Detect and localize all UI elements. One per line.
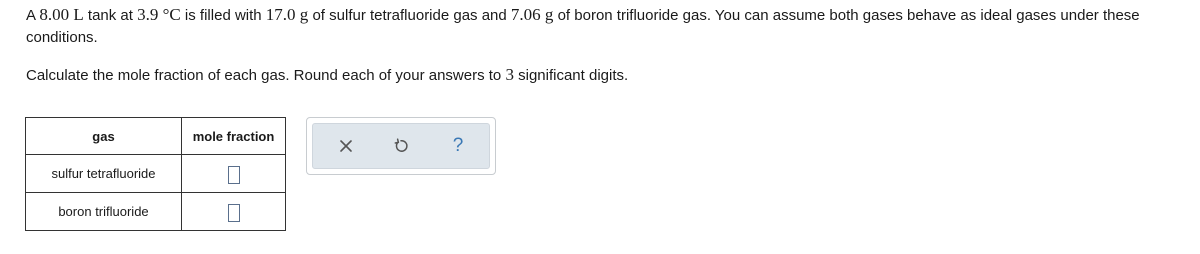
mole-fraction-input-sulfur-tetrafluoride[interactable] bbox=[228, 166, 240, 184]
question-text-part: significant digits. bbox=[513, 67, 629, 84]
mass-boron-trifluoride: 7.06 g bbox=[510, 5, 554, 24]
mass-sulfur-tetrafluoride: 17.0 g bbox=[265, 5, 309, 24]
problem-text-part: of sulfur tetrafluoride gas and bbox=[308, 7, 511, 24]
toolbar-panel bbox=[312, 123, 490, 169]
clear-button[interactable] bbox=[335, 135, 357, 157]
table-row bbox=[26, 155, 286, 193]
gas-name-boron-trifluoride: boron trifluoride bbox=[26, 193, 182, 231]
undo-icon bbox=[393, 138, 409, 154]
question-text bbox=[26, 64, 1186, 87]
question-mark-icon: ? bbox=[452, 135, 464, 156]
mole-fraction-cell bbox=[182, 155, 286, 193]
problem-statement bbox=[26, 4, 1186, 87]
question-text-part: Calculate the mole fraction of each gas. Round each of your answers to bbox=[26, 67, 506, 84]
answer-toolbar bbox=[306, 117, 496, 175]
undo-button[interactable] bbox=[390, 135, 412, 157]
problem-text bbox=[26, 4, 1186, 49]
mole-fraction-cell bbox=[182, 193, 286, 231]
tank-volume: 8.00 L bbox=[39, 5, 84, 24]
sig-figs-count: 3 bbox=[505, 65, 514, 84]
gas-name-sulfur-tetrafluoride: sulfur tetrafluoride bbox=[26, 155, 182, 193]
header-mole-fraction: mole fraction bbox=[182, 118, 286, 155]
x-icon bbox=[339, 139, 353, 153]
problem-text-part: of boron trifluoride gas. You can assume both gases behave as ideal gases under these conditions. bbox=[26, 7, 1140, 46]
header-gas: gas bbox=[26, 118, 182, 155]
problem-text-part: is filled with bbox=[180, 7, 266, 24]
answer-table bbox=[25, 117, 286, 231]
table-header-row bbox=[26, 118, 286, 155]
tank-temperature: 3.9 °C bbox=[137, 5, 181, 24]
help-button[interactable] bbox=[447, 135, 469, 157]
mole-fraction-input-boron-trifluoride[interactable] bbox=[228, 204, 240, 222]
problem-text-part: tank at bbox=[83, 7, 138, 24]
table-row bbox=[26, 193, 286, 231]
problem-text-part: A bbox=[26, 7, 40, 24]
